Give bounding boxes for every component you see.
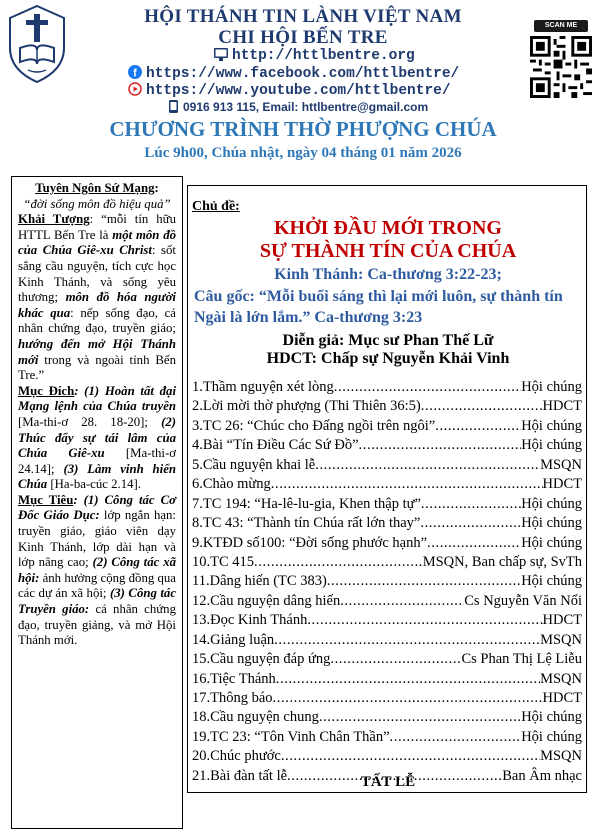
item-number: 1. xyxy=(192,379,203,395)
item-person: Ban Âm nhạc xyxy=(502,767,582,784)
mission-quote: “đời sống môn đồ hiệu quả” xyxy=(23,196,171,211)
item-number: 6. xyxy=(192,476,203,493)
purpose-text: [Ma-thi-ơ 28. 18-20]; xyxy=(18,414,162,429)
item-text: Bài “Tín Điều Các Sứ Đồ” xyxy=(202,437,359,454)
item-text: TC 43: “Thành tín Chúa rất lớn thay” xyxy=(202,515,421,532)
purpose-emphasis: (3) Làm vinh hiển Chúa xyxy=(18,461,176,492)
list-item xyxy=(192,631,582,650)
website-link[interactable] xyxy=(214,48,415,66)
service-end: TẤT LỄ xyxy=(360,774,416,790)
topic-title-line1: KHỞI ĐẦU MỚI TRONG xyxy=(274,217,502,239)
list-item xyxy=(192,650,582,669)
item-text: Cầu nguyện khai lễ xyxy=(202,456,316,473)
item-number: 4. xyxy=(192,437,203,454)
mission-colon: : xyxy=(154,181,159,195)
goal-emphasis: (2) Công tác xã hội: xyxy=(18,555,176,585)
item-person: Hội chúng xyxy=(521,437,582,454)
list-item xyxy=(192,670,582,689)
item-text: Chào mừng xyxy=(202,476,271,493)
worship-leader: HDCT: Chấp sự Nguyễn Khải Vinh xyxy=(266,350,510,367)
goal-text: cá nhân chứng đạo, truyền giảng, và mở Hội Thánh mới. xyxy=(18,602,176,648)
list-item xyxy=(192,534,582,553)
website-text: http://httlbentre.org xyxy=(232,48,415,64)
scan-me-label: SCAN ME xyxy=(534,20,588,32)
list-item xyxy=(192,475,582,494)
vision-text: : nếp sống đạo, cá nhân chứng đạo, truyền giáo; xyxy=(18,305,176,336)
phone-icon xyxy=(168,100,179,116)
item-text: TC 26: “Chúc cho Đấng ngồi trên ngôi” xyxy=(202,417,436,434)
item-person: Cs Nguyễn Văn Nổi xyxy=(464,592,582,609)
item-number: 18. xyxy=(192,709,211,726)
item-number: 16. xyxy=(192,670,211,687)
goal-text: lớp ngắn hạn: truyền giáo, giáo viên dạy Kinh Thánh, lớp dài hạn và lớp nâng cao; xyxy=(18,508,176,570)
church-name-line2: CHI HỘI BẾN TRE xyxy=(218,27,388,48)
goal-text: ảnh hưởng cộng đồng qua các dự án xã hội; xyxy=(18,570,176,601)
item-text: TC 23: “Tôn Vinh Chân Thần” xyxy=(210,728,390,745)
purpose-text: [Ha-ba-cúc 2.14]. xyxy=(47,477,141,492)
mission-box xyxy=(11,176,183,829)
list-item xyxy=(192,728,582,747)
item-text: Tiệc Thánh xyxy=(210,670,276,687)
item-number: 2. xyxy=(192,398,203,415)
item-number: 8. xyxy=(192,515,203,532)
item-text: Thầm nguyện xét lòng xyxy=(202,379,334,395)
vision-emphasis: hướng đến mở Hội Thánh mới xyxy=(18,336,176,367)
youtube-icon xyxy=(128,82,142,101)
list-item xyxy=(192,456,582,475)
contact-line xyxy=(168,100,428,116)
item-number: 20. xyxy=(192,748,211,765)
order-of-service-box xyxy=(187,185,587,793)
list-item xyxy=(192,611,582,630)
mission-label: Tuyên Ngôn Sứ Mạng xyxy=(35,181,155,195)
goal-emphasis: (3) Công tác Truyền giáo: xyxy=(18,586,177,617)
item-text: TC 415 xyxy=(210,553,255,570)
item-number: 14. xyxy=(192,631,211,648)
list-item xyxy=(192,689,582,708)
program-title: CHƯƠNG TRÌNH THỜ PHƯỢNG CHÚA xyxy=(109,117,497,141)
topic-label: Chủ đề: xyxy=(192,199,240,214)
item-person: Hội chúng xyxy=(521,515,582,532)
item-text: Giảng luận xyxy=(210,631,275,648)
purpose-emphasis: (2) Thúc đẩy sự tái lâm của Chúa Giê-xu xyxy=(18,414,176,461)
contact-text: 0916 913 115, Email: httlbentre@gmail.com xyxy=(183,100,429,114)
item-number: 13. xyxy=(192,612,211,629)
item-person: Hội chúng xyxy=(521,379,582,395)
list-item xyxy=(192,378,582,397)
item-text: Bài đàn tất lễ xyxy=(210,767,288,784)
item-text: Lời mời thờ phượng (Thi Thiên 36:5) xyxy=(202,398,421,415)
vision-emphasis: môn đồ hóa người khác qua xyxy=(18,290,176,320)
list-item xyxy=(192,436,582,455)
item-text: Cầu nguyện đáp ứng xyxy=(210,651,331,668)
service-order-list xyxy=(192,378,582,786)
item-person: HDCT xyxy=(542,612,582,629)
item-text: KTĐD số100: “Đời sống phước hạnh” xyxy=(202,534,428,551)
list-item xyxy=(192,397,582,416)
item-number: 17. xyxy=(192,690,211,706)
list-item xyxy=(192,572,582,591)
scripture-reference: Kinh Thánh: Ca-thương 3:22-23; xyxy=(274,266,502,283)
vision-label: Khải Tượng xyxy=(18,212,90,227)
item-person: Hội chúng xyxy=(521,534,582,551)
item-number: 21. xyxy=(192,767,211,784)
list-item xyxy=(192,747,582,766)
item-person: MSQN xyxy=(540,456,582,473)
item-number: 15. xyxy=(192,651,211,668)
item-number: 12. xyxy=(192,592,211,609)
list-item xyxy=(192,514,582,533)
list-item xyxy=(192,417,582,436)
item-number: 10. xyxy=(192,553,211,570)
item-person: Hội chúng xyxy=(521,495,582,512)
item-number: 19. xyxy=(192,728,211,745)
item-person: Hội chúng xyxy=(521,728,582,745)
verse-label: Câu gốc: xyxy=(194,288,255,305)
item-text: Cầu nguyện dâng hiến xyxy=(210,592,341,609)
item-person: MSQN xyxy=(540,670,582,687)
list-item xyxy=(192,592,582,611)
item-person: Hội chúng xyxy=(521,709,582,726)
item-number: 9. xyxy=(192,534,203,551)
facebook-text: https://www.facebook.com/httlbentre/ xyxy=(146,66,460,82)
youtube-text: https://www.youtube.com/httlbentre/ xyxy=(146,83,451,99)
vision-emphasis: một môn đồ của Chúa Giê-xu Christ xyxy=(18,227,176,258)
item-person: Cs Phan Thị Lệ Liễu xyxy=(461,651,582,668)
svg-text:f: f xyxy=(133,67,137,79)
goal-label: Mục Tiêu xyxy=(18,492,74,507)
item-text: Chúc phước xyxy=(210,748,281,765)
item-text: Đọc Kinh Thánh xyxy=(210,612,308,629)
key-verse xyxy=(194,286,584,328)
vision-text: : sốt sắng cầu nguyện, tích cực học Kinh Thánh, và sống yêu thương; xyxy=(18,243,176,305)
verse-text: “Mỗi buổi sáng thì lại mới luôn, sự thành tín Ngài là lớn lắm.” Ca-thương 3:23 xyxy=(194,288,563,326)
item-number: 3. xyxy=(192,417,203,434)
item-number: 5. xyxy=(192,456,203,473)
item-person: MSQN xyxy=(540,631,582,648)
purpose-label: Mục Đích xyxy=(18,383,75,398)
item-text: TC 194: “Ha-lê-lu-gia, Khen thập tự” xyxy=(202,495,421,512)
speaker: Diễn giả: Mục sư Phan Thế Lữ xyxy=(282,332,494,349)
purpose-text: [Ma-thi-ơ 24.14]; xyxy=(18,446,176,476)
program-time: Lúc 9h00, Chúa nhật, ngày 04 tháng 01 năm 2026 xyxy=(144,145,462,161)
item-person: MSQN xyxy=(540,748,582,765)
church-name-line1: HỘI THÁNH TIN LÀNH VIỆT NAM xyxy=(144,6,462,27)
purpose-emphasis: : (1) Hoàn tất đại Mạng lệnh của Chúa truyền xyxy=(18,383,176,414)
item-person: HDCT xyxy=(542,476,582,493)
list-item xyxy=(192,553,582,572)
topic-title-line2: SỰ THÀNH TÍN CỦA CHÚA xyxy=(259,240,517,262)
item-number: 11. xyxy=(192,573,210,590)
list-item xyxy=(192,495,582,514)
item-person: Hội chúng xyxy=(521,573,582,590)
website-icon xyxy=(214,48,228,66)
item-text: Thông báo xyxy=(210,690,273,706)
item-person: Hội chúng xyxy=(521,417,582,434)
vision-text: trong và ngoài tỉnh Bến Tre.” xyxy=(18,352,176,383)
youtube-link[interactable] xyxy=(128,82,451,101)
item-text: Dâng hiến (TC 383) xyxy=(209,573,327,590)
item-person: HDCT xyxy=(542,398,582,415)
goal-emphasis: : (1) Công tác Cơ Đốc Giáo Dục: xyxy=(18,492,177,523)
item-text: Cầu nguyện chung xyxy=(210,709,319,726)
vision-text: : “mỗi tín hữu HTTL Bến Tre là xyxy=(18,212,177,242)
item-number: 7. xyxy=(192,495,203,512)
list-item xyxy=(192,708,582,727)
item-person: MSQN, Ban chấp sự, SvTh xyxy=(422,553,582,570)
item-person: HDCT xyxy=(542,690,582,706)
